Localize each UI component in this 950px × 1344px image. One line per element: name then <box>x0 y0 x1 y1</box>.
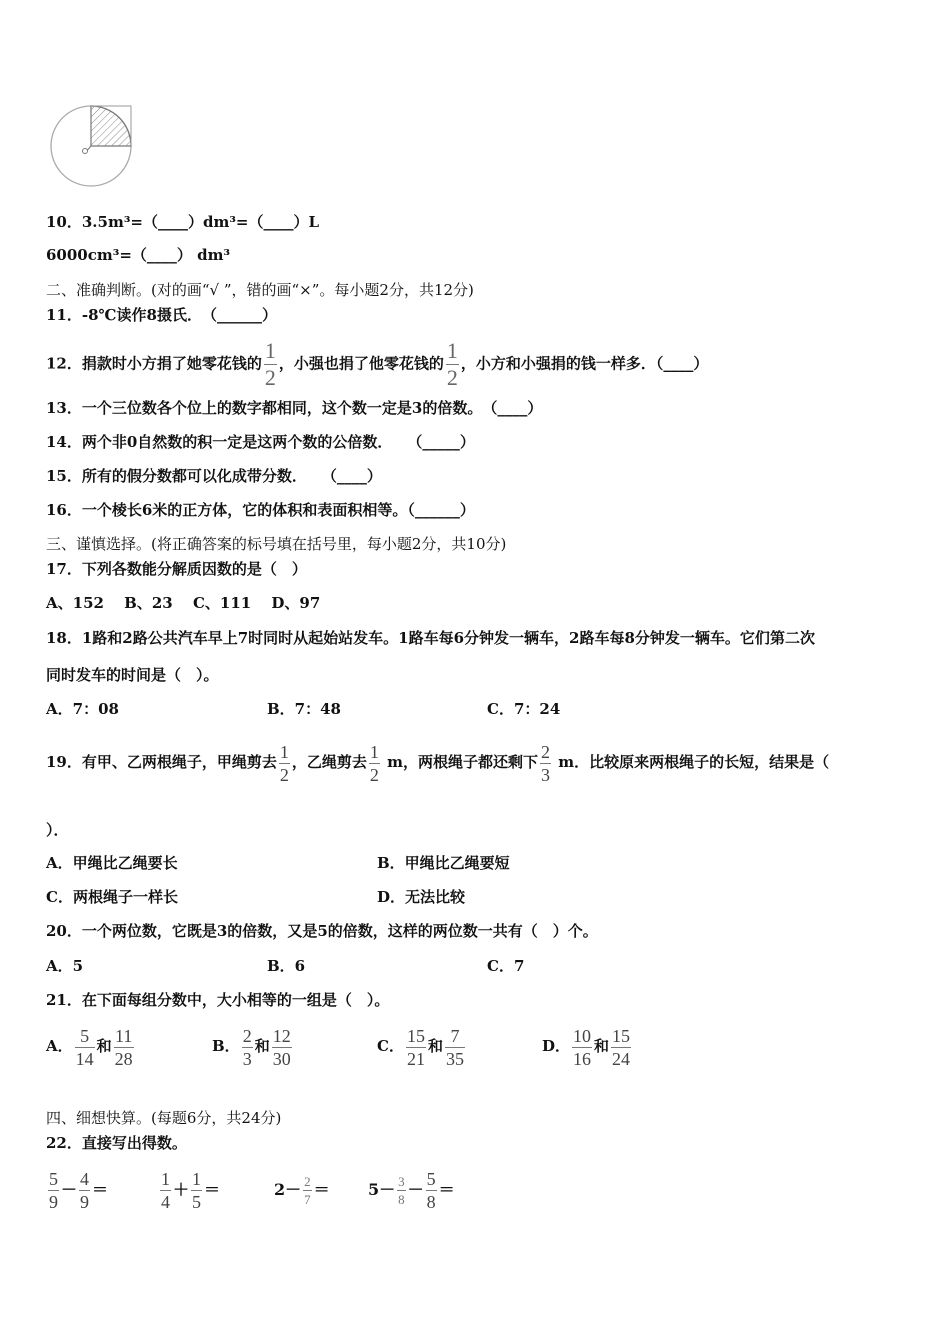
section2-title: 二、准确判断。(对的画“√ ”，错的画“×”。每小题2分，共12分) <box>46 281 474 299</box>
fraction: $\frac{1}{2}$ <box>264 338 276 390</box>
q22-expr-3: 2－ $\frac{2}{7}$ ＝ <box>274 1174 330 1207</box>
q20-stem: 20．一个两位数，它既是3的倍数，又是5的倍数，这样的两位数一共有（ ）个。 <box>46 922 598 940</box>
q15: 15．所有的假分数都可以化成带分数． （____） <box>46 467 382 485</box>
q19-option-c: C．两根绳子一样长 <box>46 888 178 906</box>
fraction: $\frac{5}{8}$ <box>426 1169 436 1212</box>
q21-option-a: A． $\frac{5}{14}$ 和 $\frac{11}{28}$ <box>46 1025 133 1069</box>
q18-option-a: A．7：08 <box>46 700 119 718</box>
fraction: $\frac{1}{2}$ <box>446 338 458 390</box>
q22-expr-2: $\frac{1}{4}$ ＋ $\frac{1}{5}$ ＝ <box>161 1169 221 1212</box>
q20-option-b: B．6 <box>267 957 306 975</box>
q12-text-c: ，小方和小强捐的钱一样多．（____） <box>460 354 709 373</box>
q20-option-c: C．7 <box>487 957 525 975</box>
q19-option-a: A．甲绳比乙绳要长 <box>46 854 178 872</box>
q22-stem: 22．直接写出得数。 <box>46 1134 187 1152</box>
q14: 14．两个非0自然数的积一定是这两个数的公倍数． （_____） <box>46 433 475 451</box>
section4-title: 四、细想快算。(每题6分，共24分) <box>46 1109 282 1127</box>
fraction: $\frac{2}{3}$ <box>541 741 551 785</box>
q12 <box>46 340 708 389</box>
fraction: $\frac{5}{14}$ <box>75 1025 94 1069</box>
q12-text-a: 12．捐款时小方捐了她零花钱的 <box>46 354 262 373</box>
q13: 13．一个三位数各个位上的数字都相同，这个数一定是3的倍数。 （____） <box>46 399 543 417</box>
fraction: $\frac{12}{30}$ <box>272 1025 291 1069</box>
fraction: $\frac{1}{2}$ <box>369 741 379 785</box>
q18-option-b: B．7：48 <box>267 700 341 718</box>
q19-option-d: D．无法比较 <box>377 888 466 906</box>
q22-expr-1: $\frac{5}{9}$ － $\frac{4}{9}$ ＝ <box>49 1169 109 1212</box>
q18-stem2: 同时发车的时间是（ ）。 <box>46 666 219 684</box>
fraction: $\frac{15}{21}$ <box>406 1025 425 1069</box>
q17-stem: 17．下列各数能分解质因数的是（ ） <box>46 560 307 578</box>
q10-line2: 6000cm³=（____） dm³ <box>46 246 231 264</box>
q20-option-a: A．5 <box>46 957 84 975</box>
q19-option-b: B．甲绳比乙绳要短 <box>377 854 510 872</box>
fraction: $\frac{11}{28}$ <box>114 1025 133 1069</box>
q21-option-c: C． $\frac{15}{21}$ 和 $\frac{7}{35}$ <box>377 1025 464 1069</box>
fraction: $\frac{2}{3}$ <box>242 1025 252 1069</box>
q19-stem: 19．有甲、乙两根绳子，甲绳剪去 $\frac{1}{2}$ ，乙绳剪去 $\frac{1}{2}$ m，两根绳子都还剩下 $\frac{2}{3}$ m．比较原来两根绳子的长短，结果是（ <box>46 741 830 785</box>
q10-line1: 10．3.5m³=（____）dm³=（____）L <box>46 213 320 231</box>
fraction: $\frac{7}{35}$ <box>445 1025 464 1069</box>
fraction: $\frac{4}{9}$ <box>80 1169 90 1212</box>
q18-option-c: C．7：24 <box>487 700 561 718</box>
fraction: $\frac{2}{7}$ <box>304 1174 311 1207</box>
q11: 11．-8℃读作8摄氏． （______） <box>46 306 277 324</box>
q16: 16．一个棱长6米的正方体，它的体积和表面积相等。（______） <box>46 501 475 519</box>
q21-option-d: D． $\frac{10}{16}$ 和 $\frac{15}{24}$ <box>542 1025 631 1069</box>
fraction: $\frac{1}{5}$ <box>192 1169 202 1212</box>
fraction: $\frac{1}{4}$ <box>161 1169 170 1212</box>
fraction: $\frac{3}{8}$ <box>398 1174 405 1207</box>
fraction: $\frac{10}{16}$ <box>573 1025 592 1069</box>
section3-title: 三、谨慎选择。(将正确答案的标号填在括号里，每小题2分，共10分) <box>46 535 507 553</box>
q18-stem1: 18．1路和2路公共汽车早上7时同时从起始站发车。1路车每6分钟发一辆车，2路车每8分钟发一辆车。它们第二次 <box>46 629 815 647</box>
q12-text-b: ，小强也捐了他零花钱的 <box>278 354 444 373</box>
q21-option-b: B． $\frac{2}{3}$ 和 $\frac{12}{30}$ <box>212 1025 291 1069</box>
q22-expr-4: 5－ $\frac{3}{8}$ － $\frac{5}{8}$ ＝ <box>368 1169 455 1212</box>
q19-stem-end: ）． <box>46 821 69 839</box>
fraction: $\frac{1}{2}$ <box>279 741 289 785</box>
fraction: $\frac{5}{9}$ <box>49 1169 58 1212</box>
circle-sector-figure <box>44 100 144 192</box>
q17-options: A、152 B、23 C、111 D、97 <box>46 594 321 612</box>
q21-stem: 21．在下面每组分数中，大小相等的一组是（ ）。 <box>46 991 390 1009</box>
fraction: $\frac{15}{24}$ <box>612 1025 631 1069</box>
